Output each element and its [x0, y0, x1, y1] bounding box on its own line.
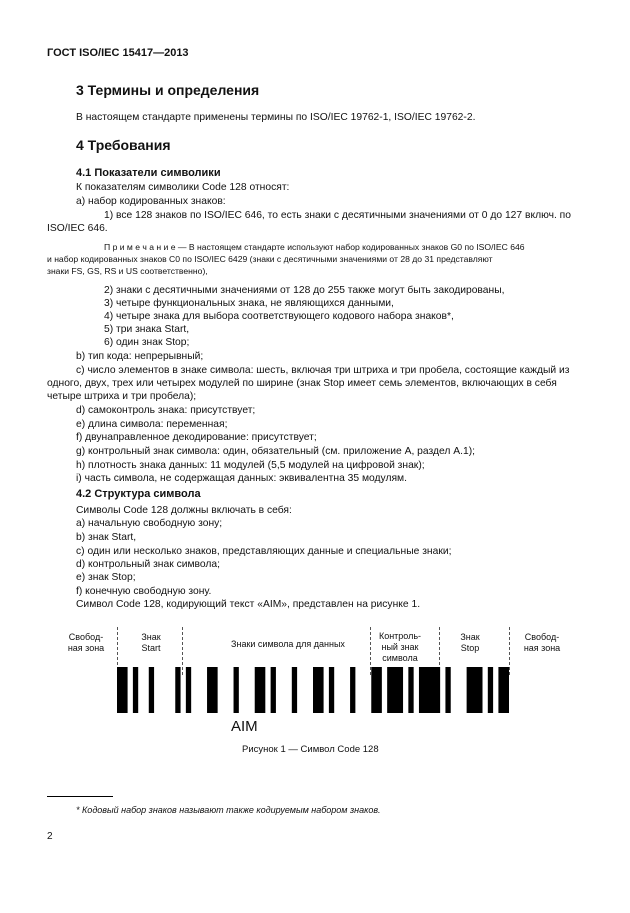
- barcode-bar: [255, 667, 266, 713]
- subsection-4-1-title: 4.1 Показатели символики: [76, 167, 221, 179]
- paragraph-line: Символ Code 128, кодирующий текст «AIM», представлен на рисунке 1.: [76, 599, 421, 610]
- barcode-bar: [149, 667, 154, 713]
- barcode-bar: [488, 667, 493, 713]
- barcode-bar: [371, 667, 382, 713]
- barcode-bar: [175, 667, 180, 713]
- barcode-bar: [419, 667, 440, 713]
- list-item: f) конечную свободную зону.: [76, 586, 212, 597]
- barcode-bar: [445, 667, 450, 713]
- barcode-bar: [271, 667, 276, 713]
- paragraph-line: ISO/IEC 646.: [47, 223, 108, 234]
- paragraph-line: а) набор кодированных знаков:: [76, 196, 226, 207]
- subsection-4-2-title: 4.2 Структура символа: [76, 488, 201, 500]
- barcode-bar: [186, 667, 191, 713]
- section-3-text: В настоящем стандарте применены термины по ISO/IEC 19762-1, ISO/IEC 19762-2.: [76, 112, 476, 123]
- barcode-bar: [207, 667, 218, 713]
- label-start: Знак Start: [141, 632, 161, 653]
- barcode-bar: [133, 667, 138, 713]
- barcode-bar: [329, 667, 334, 713]
- list-item: c) число элементов в знаке символа: шесть, включая три штриха и три пробела, состоящие каждый из: [76, 365, 570, 376]
- label-check-character: Контроль- ный знак символа: [378, 631, 422, 663]
- paragraph-line: 1) все 128 знаков по ISO/IEC 646, то есть знаки с десятичными значениями от 0 до 127 включ. по: [104, 210, 571, 221]
- list-item: e) знак Stop;: [76, 572, 136, 583]
- label-quiet-zone-right: Свобод- ная зона: [523, 632, 561, 653]
- document-header: ГОСТ ISO/IEC 15417—2013: [47, 47, 189, 59]
- section-4-title: 4 Требования: [76, 137, 171, 153]
- barcode-bar: [292, 667, 297, 713]
- barcode-bar: [313, 667, 324, 713]
- list-item: e) длина символа: переменная;: [76, 419, 228, 430]
- note-line: знаки FS, GS, RS и US соответственно),: [47, 266, 208, 276]
- label-quiet-zone-left: Свобод- ная зона: [67, 632, 105, 653]
- barcode-bar: [117, 667, 128, 713]
- list-item: g) контрольный знак символа: один, обязательный (см. приложение А, раздел А.1);: [76, 446, 476, 457]
- list-item: 5) три знака Start,: [104, 324, 190, 335]
- list-item: i) часть символа, не содержащая данных: эквивалентна 35 модулям.: [76, 473, 407, 484]
- footnote-divider: [47, 796, 113, 797]
- list-item: f) двунаправленное декодирование: присутствует;: [76, 432, 317, 443]
- figure-caption: Рисунок 1 — Символ Code 128: [242, 744, 379, 755]
- list-item: 3) четыре функциональных знака, не являющихся данными,: [104, 298, 394, 309]
- list-item: a) начальную свободную зону;: [76, 518, 223, 529]
- list-item: 6) один знак Stop;: [104, 337, 190, 348]
- note-line: и набор кодированных знаков C0 по ISO/IEC 6429 (знаки с десятичными значениями от 28 до 31 представляют: [47, 254, 493, 264]
- barcode-bar: [498, 667, 509, 713]
- barcode-bar: [234, 667, 239, 713]
- section-3-title: 3 Термины и определения: [76, 82, 260, 98]
- barcode-encoded-text: AIM: [231, 718, 258, 735]
- list-item: одного, двух, трех или четырех модулей по ширине (знак Stop имеет семь элементов, включающих в себя: [47, 378, 557, 389]
- barcode-figure: [58, 627, 572, 717]
- barcode-bar: [467, 667, 483, 713]
- list-item: c) один или несколько знаков, представляющих данные и специальные знаки;: [76, 546, 452, 557]
- list-item: h) плотность знака данных: 11 модулей (5,5 модулей на цифровой знак);: [76, 460, 425, 471]
- list-item: 2) знаки с десятичными значениями от 128 до 255 также могут быть закодированы,: [104, 285, 505, 296]
- footnote: * Кодовый набор знаков называют также кодируемым набором знаков.: [76, 805, 381, 815]
- barcode-bar: [387, 667, 403, 713]
- list-item: d) самоконтроль знака: присутствует;: [76, 405, 256, 416]
- list-item: b) тип кода: непрерывный;: [76, 351, 204, 362]
- list-item: 4) четыре знака для выбора соответствующего кодового набора знаков*,: [104, 311, 454, 322]
- note-line: П р и м е ч а н и е — В настоящем стандарте используют набор кодированных знаков G0 по ISO/IEC 646: [104, 242, 525, 252]
- list-item: d) контрольный знак символа;: [76, 559, 220, 570]
- label-stop: Знак Stop: [460, 632, 480, 653]
- barcode-bars: [58, 627, 572, 717]
- list-item: b) знак Start,: [76, 532, 137, 543]
- barcode-bar: [408, 667, 413, 713]
- list-item: четыре штриха и три пробела);: [47, 391, 197, 402]
- barcode-bar: [350, 667, 355, 713]
- page-number: 2: [47, 831, 53, 842]
- paragraph-line: Символы Code 128 должны включать в себя:: [76, 505, 292, 516]
- paragraph-line: К показателям символики Code 128 относят:: [76, 182, 290, 193]
- label-data-characters: Знаки символа для данных: [231, 639, 345, 649]
